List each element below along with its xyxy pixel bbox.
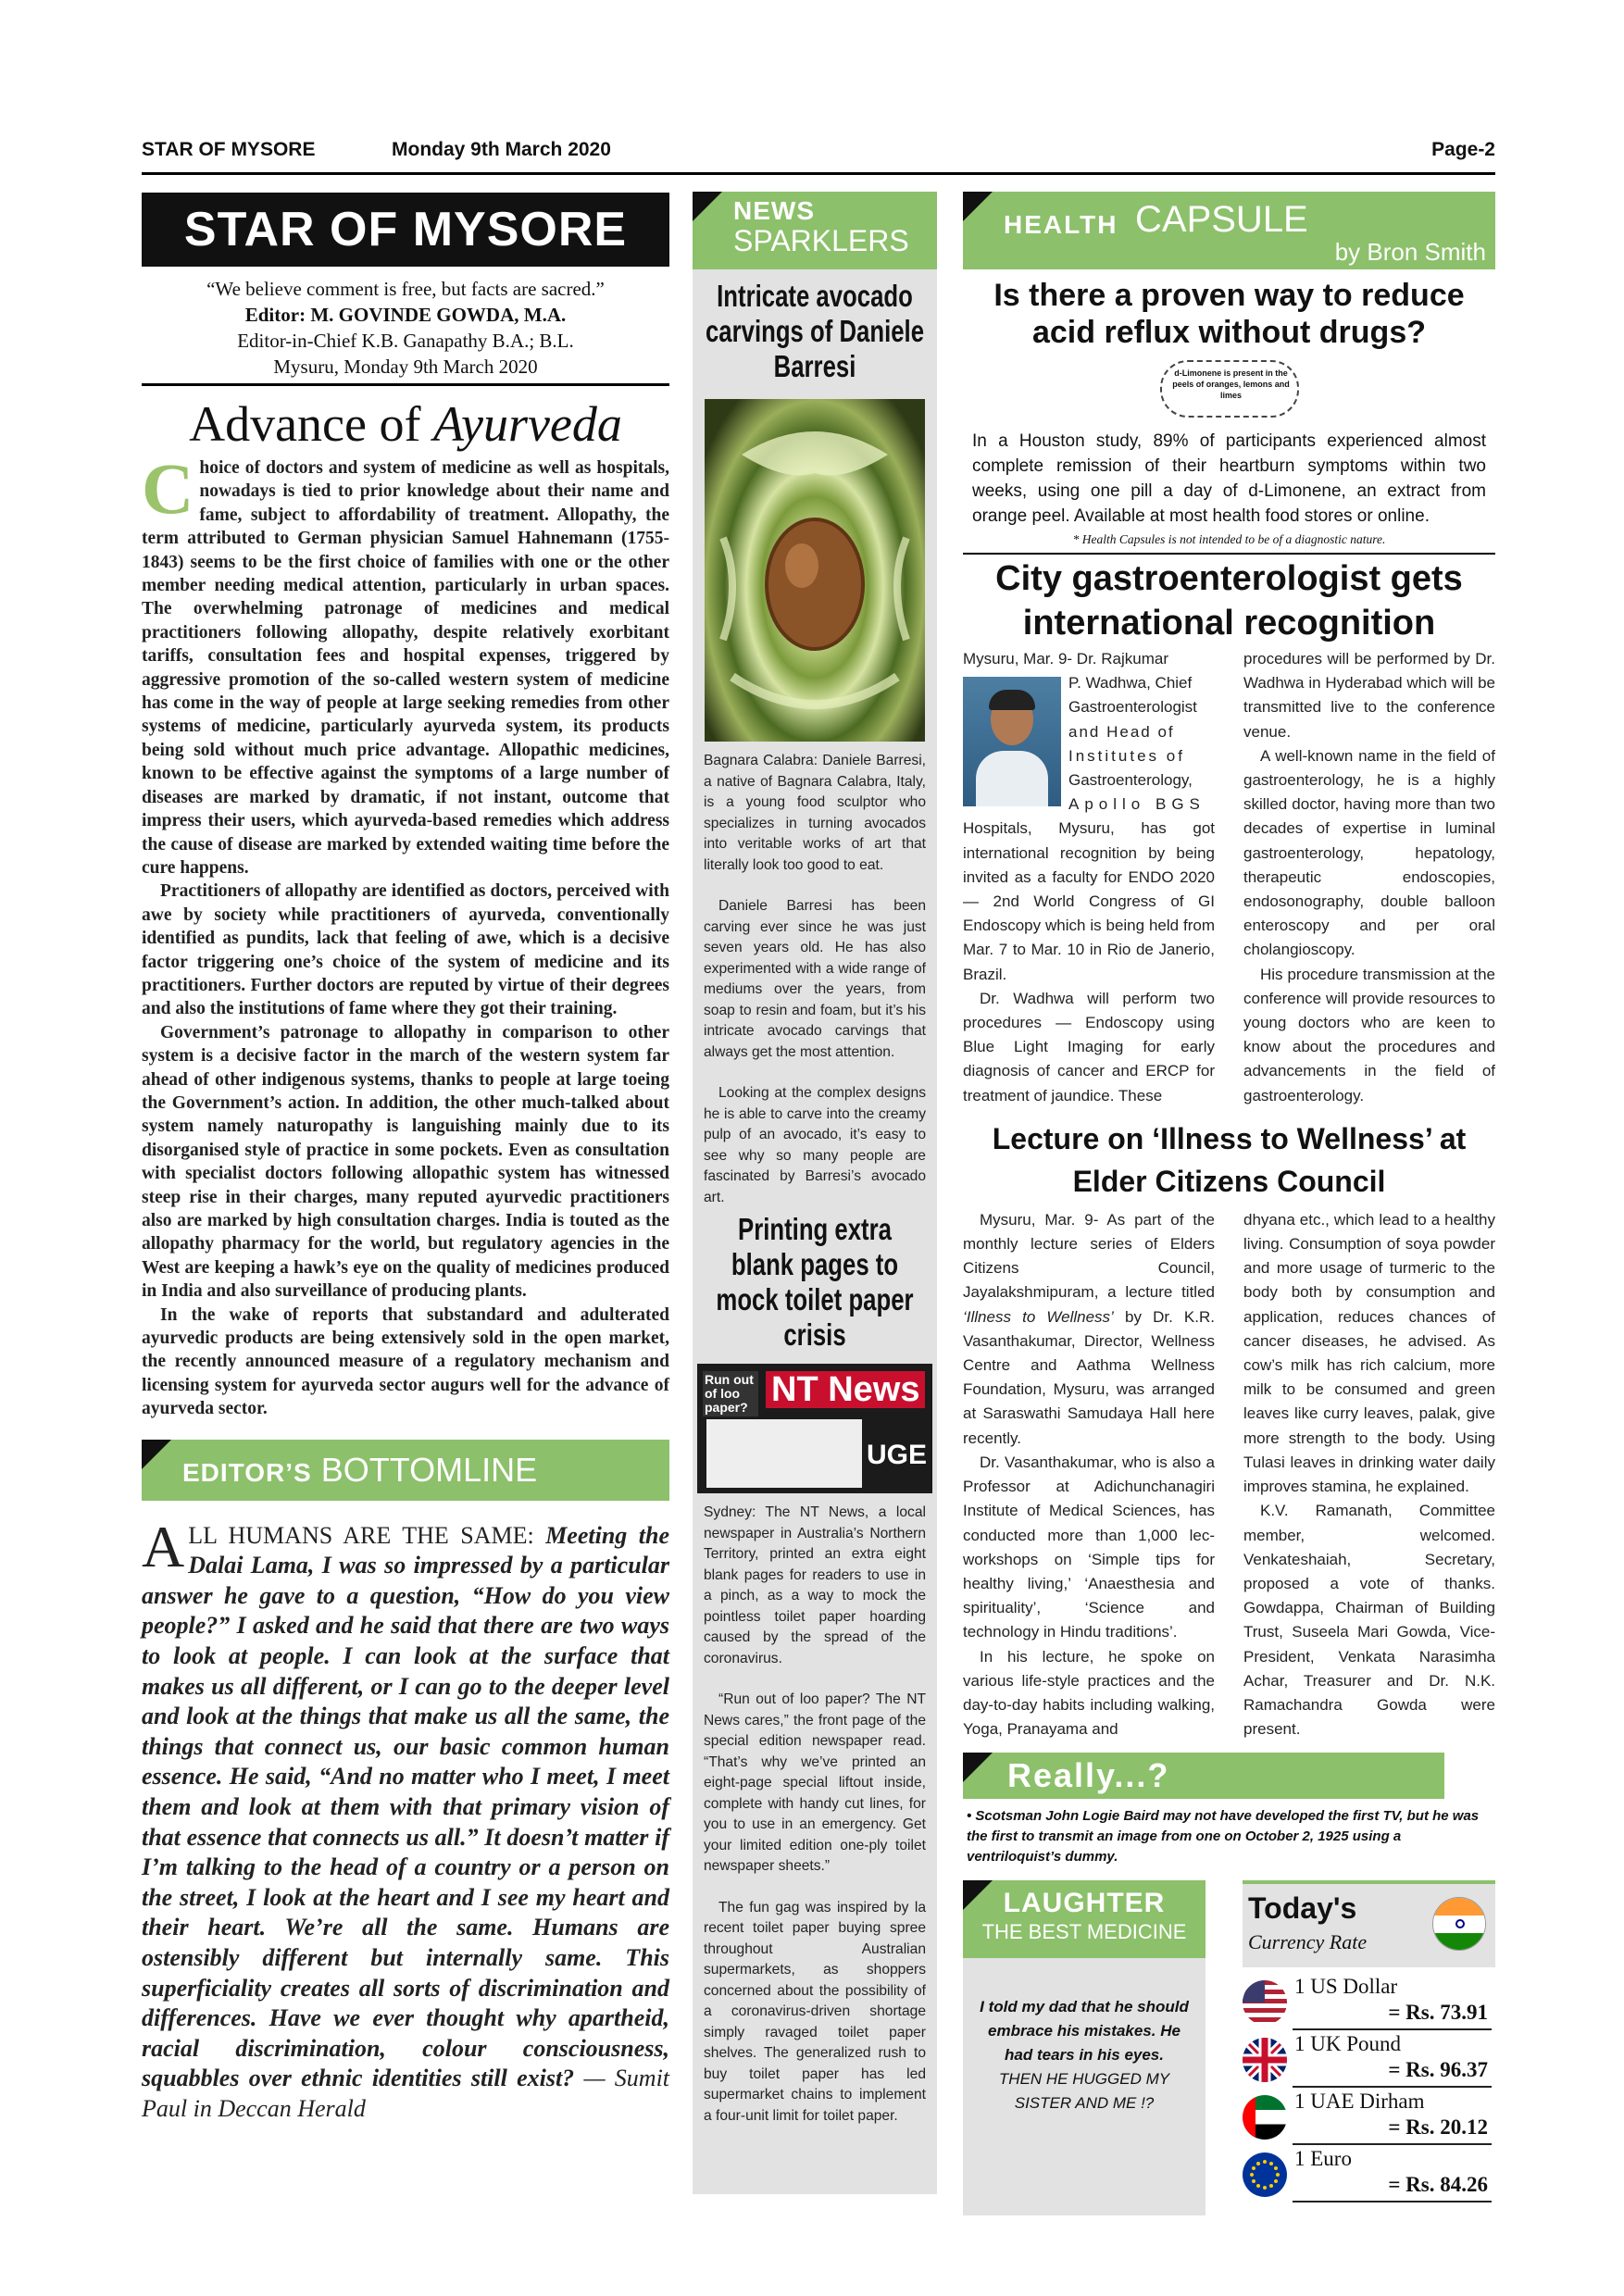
lecture-paragraph: Dr. Vasanthakumar, who is also a Professor at Adichunchanagiri Institute of Medical Sciences, has conducted more than 1,000 lec-workshops on ‘Simple tips for healthy living,’ ‘Anaesthesia and spirituality’, ‘Science and technology in Hindu traditions’. — [963, 1453, 1215, 1641]
health-capsule-banner — [963, 192, 1495, 269]
gastro-intro-block — [963, 671, 1215, 817]
editorial-title-italic: Ayurveda — [432, 396, 622, 452]
gastro-line: and Head of — [1068, 722, 1175, 741]
divider — [963, 553, 1495, 555]
story-paragraph: Sydney: The NT News, a local newspaper in Australia’s Northern Territory, printed an extra eight blank pages for readers to use in a pinch, as a way to mock the pointless toilet paper hoarding caused by the spread of the coronavirus. — [704, 1504, 926, 1666]
header-page-number: Page-2 — [1431, 139, 1495, 160]
lecture-right — [1243, 1208, 1495, 1741]
carving-pattern-icon — [705, 399, 925, 742]
laughter-label-top: LAUGHTER — [1003, 1888, 1166, 1919]
laughter-label-bottom: THE BEST MEDICINE — [981, 1920, 1187, 1944]
gastro-intro — [963, 647, 1215, 671]
story-paragraph: The fun gag was inspired by la recent toilet paper buying spree throughout Australian supermarkets, as shoppers concerned about the possibility of a coronavirus-driven shortage simply ravaged toilet paper shelves. The generalized rush to buy toilet paper has led supermarket chains to implement a four-unit limit for toilet paper. — [704, 1899, 926, 2124]
health-disclaimer: * Health Capsules is not intended to be of a diagnostic nature. — [1072, 532, 1386, 546]
lecture-title: ‘Illness to Wellness’ — [963, 1307, 1114, 1326]
page-header — [142, 139, 1495, 174]
gastro-line: Apollo BGS — [1068, 795, 1206, 814]
story-paragraph: Daniele Barresi has been carving ever since he was just seven years old. He has also experimented with a wide range of mediums over the years, from soap to resin and foam, but it’s his intricate avocado carvings that always get the most attention. — [704, 898, 926, 1060]
currency-row — [1243, 2088, 1495, 2145]
header-rule — [142, 172, 1495, 175]
nt-news-photo — [697, 1364, 932, 1493]
right-column — [963, 192, 1495, 2223]
story-paragraph: Looking at the complex designs he is able to carve into the creamy pulp of an avocado, it’s easy to see why so many people are fascinated by Barresi’s avocado art. — [704, 1085, 926, 1205]
editor-line: Editor: M. GOVINDE GOWDA, M.A. — [244, 304, 567, 326]
story-body — [693, 751, 937, 1208]
motto: “We believe comment is free, but facts are sacred.” — [206, 278, 605, 300]
currency-name: 1 UAE Dirham — [1294, 2090, 1425, 2114]
news-sparklers-label-bottom: SPARKLERS — [733, 224, 909, 257]
bottomline-banner — [142, 1440, 669, 1501]
uk-flag-icon — [1243, 2038, 1287, 2082]
currency-list — [1243, 1967, 1495, 2202]
editorial-paragraph: Practitioners of allopathy are identified as doctors, perceived with awe by society while practitioners of ayurveda, conventionally identified as pundits, lack that feeling of awe, which is a decisive factor triggering one’s choice of the system of medicine and its practitioners. Further doctors are reputed by virtue of their degrees and also the institutions of fame where they got their training. — [142, 881, 669, 1019]
bottomline-text: Meeting the Dalai Lama, I was so impressed by a particular answer he gave to a question, “How do you view people?” I asked and he said that there are two ways to look at people. I can look at the surface that makes us all different, or I can go to the deeper level and look at the things that make us all the same, the things that connect us, our basic common human essence. He said, “And no matter who I meet, I meet them and look at them with that primary vision of that essence that connects us all.” It doesn’t matter if I’m talking to the head of a country or a person on the street, I look at the heart and I see my heart and their heart. We’re all the same. Humans are ostensibly different but internally same. This superficiality creates all sorts of discrimination and differences. Have we ever thought why apartheid, racial discrimination, colour consciousness, squabbles over ethnic identities still exist? — [142, 1521, 669, 2092]
lemon-sketch — [1160, 360, 1299, 418]
health-body: In a Houston study, 89% of participants experienced almost complete remission of their heartburn symptoms within two weeks, using one pill a day of d-Limonene, an extract from orange peel. Available at most health food stores or online. — [972, 431, 1486, 526]
photo-caption-a: Run out of loo paper? — [703, 1371, 758, 1416]
avocado-photo — [705, 399, 925, 742]
joke-punchline: THEN HE HUGGED MY SISTER AND ME !? — [998, 2070, 1170, 2113]
lecture-text: by Dr. K.R. Vasanthakumar, Director, Wellness Centre and Aathma Wellness Foundation, Mysuru, was arranged at Saraswathi Samudaya Hall here recently. — [963, 1307, 1215, 1447]
lecture-article — [963, 1208, 1495, 1741]
editorial-paragraph: In the wake of reports that substandard and adulterated ayurvedic products are being extensively sold in the open market, the recently announced measure of a regulatory mechanism and licensing system for ayurveda sector augurs well for the advance of ayurveda sector. — [142, 1304, 669, 1419]
gastro-paragraph: A well-known name in the field of gastroenterology, he is a highly skilled doctor, having more than two decades of expertise in luminal gastroenterology, hepatology, therapeutic endoscopies, endosonography, double balloon enteroscopy and per oral cholangioscopy. — [1243, 746, 1495, 959]
lecture-paragraph: In his lecture, he spoke on various life-style practices and the day-to-day habits including walking, Yoga, Pranayama and — [963, 1647, 1215, 1739]
currency-header — [1243, 1880, 1495, 1967]
header-paper-name: STAR OF MYSORE — [142, 139, 316, 160]
currency-value: = Rs. 20.12 — [1388, 2115, 1488, 2140]
bottomline-label-bold: EDITOR’S — [182, 1457, 312, 1487]
editor-in-chief-line: Editor-in-Chief K.B. Ganapathy B.A.; B.L. — [237, 330, 574, 352]
bottomline-lead: LL HUMANS ARE THE SAME: — [188, 1521, 534, 1549]
bottomline-credit: — Sumit Paul in Deccan Herald — [142, 2065, 670, 2122]
masthead: STAR OF MYSORE — [142, 193, 669, 267]
gastro-right — [1243, 647, 1495, 1108]
really-label: Really...? — [1007, 1756, 1170, 1795]
lecture-text: Mysuru, Mar. 9- As part of the monthly lecture series of Elders Citizens Council, Jayalakshmipuram, a lecture titled — [963, 1210, 1215, 1302]
joke-line: I told my dad that he should embrace his mistakes. He had tears in his eyes. — [980, 1998, 1189, 2065]
laughter-banner — [963, 1880, 1206, 1958]
currency-row — [1243, 2030, 1495, 2088]
currency-name: 1 Euro — [1294, 2147, 1352, 2171]
header-date: Monday 9th March 2020 — [392, 139, 611, 160]
photo-caption-c: UGE — [866, 1440, 927, 1470]
corner-mark — [963, 1880, 993, 1910]
health-capsule-byline: by Bron Smith — [1334, 238, 1486, 266]
news-sparklers-label-top: NEWS — [733, 196, 815, 225]
corner-mark — [963, 1753, 993, 1782]
currency-box — [1243, 1880, 1495, 2202]
photo-hair — [989, 690, 1035, 710]
corner-mark — [142, 1440, 171, 1469]
dateline: Mysuru, Monday 9th March 2020 — [273, 356, 538, 378]
editorial-paragraph: hoice of doctors and system of medicine as well as hospitals, nowadays is tied to prior knowledge about their name and fame, subject to affordability of treatment. Allopathy, the term attributed to German physician Samuel Hahnemann (1755-1843) seems to be the first choice of families with one or the other member needing medical attention, particularly in urban spaces. The overwhelming patronage of medicines and medical practitioners following allopathy, despite relatively exorbitant tariffs, consultation fees and hospital expenses, triggered by aggressive promotion of the so-called western system of medicine has come in the way of people at large seeking remedies from other systems of medicine, particularly ayurveda system, its products being sold without much price advantage. Allopathic medicines, known to be effective against the symptoms of a large number of diseases are marked by dramatic, if not instant, outcome that impress their users, which ayurveda-based remedies which address the cause of disease are marked by extended waiting time before the cure happens. — [142, 458, 669, 878]
uae-flag-icon — [1243, 2095, 1287, 2140]
gastro-line: Institutes of — [1068, 746, 1185, 765]
gastro-headline: City gastroenterologist gets international recognition — [995, 559, 1463, 643]
gastro-line: Mysuru, Mar. 9- Dr. Rajkumar — [963, 650, 1168, 668]
lecture-paragraph: dhyana etc., which lead to a healthy living. Consumption of soya powder and more usage of turmeric to the body both by consumption and application, reduces chances of cancer diseases, he advised. As cow’s milk has rich calcium, more milk to be consumed and green leaves like curry leaves, palak, give more strength to the body. Using Tulasi leaves in drinking water daily improves stamina, he explained. — [1243, 1210, 1495, 1496]
news-sparklers-banner — [693, 192, 937, 269]
currency-title: Today's — [1248, 1891, 1357, 1926]
drop-cap: A — [142, 1513, 185, 1579]
us-flag-icon — [1243, 1980, 1287, 2025]
lecture-left — [963, 1208, 1215, 1741]
health-capsule-label-bold: HEALTH — [1004, 210, 1118, 239]
story-body — [693, 1503, 937, 2127]
sketch-caption: d-Limonene is present in the peels of oranges, lemons and limes — [1172, 368, 1290, 400]
news-sparklers-column — [693, 192, 937, 2194]
eu-flag-icon — [1243, 2152, 1287, 2197]
newsprint-page — [706, 1419, 862, 1488]
editorial-column — [142, 193, 669, 2125]
currency-name: 1 US Dollar — [1294, 1975, 1398, 1999]
corner-mark — [963, 192, 993, 221]
gastro-paragraph: procedures will be performed by Dr. Wadhwa in Hyderabad which will be transmitted live to the conference venue. — [1243, 650, 1495, 741]
really-banner — [963, 1753, 1444, 1799]
editorial-info — [142, 276, 669, 380]
doctor-photo — [963, 677, 1061, 806]
currency-name: 1 UK Pound — [1294, 2032, 1402, 2056]
story-paragraph: “Run out of loo paper? The NT News cares,” the front page of the special edition newspaper read. “That’s why we’ve printed an eight-page special liftout inside, complete with handy cut lines, for you to use in an emergency. Get your limited edition one-ply toilet newspaper sheets.” — [704, 1691, 926, 1874]
story-paragraph: Bagnara Calabra: Daniele Barresi, a native of Bagnara Calabra, Italy, is a young food sculptor who specializes in turning avocados into veritable works of art that literally look too good to eat. — [704, 753, 926, 873]
photo-caption-b: NT News — [766, 1371, 925, 1408]
gastro-article — [963, 647, 1495, 1108]
laughter-joke — [963, 1958, 1206, 2115]
currency-row — [1243, 2145, 1495, 2202]
divider — [1293, 2201, 1492, 2202]
bottom-boxes — [963, 1880, 1495, 2223]
divider — [142, 383, 669, 386]
currency-value: = Rs. 96.37 — [1388, 2058, 1488, 2082]
laughter-box — [963, 1880, 1206, 2215]
really-fact: • Scotsman John Logie Baird may not have developed the first TV, but he was the first to transmit an image from one on October 2, 1925 using a ventriloquist’s dummy. — [967, 1808, 1480, 1866]
editorial-title-plain: Advance of — [189, 396, 421, 452]
story-headline: Printing extra blank pages to mock toilet paper crisis — [716, 1212, 914, 1352]
india-flag-icon — [1432, 1897, 1486, 1951]
bottomline-label-light: BOTTOMLINE — [320, 1450, 538, 1489]
bottomline-body — [142, 1513, 670, 2125]
gastro-paragraph: Hospitals, Mysuru, has got international recognition by being invited as a faculty for ENDO 2020 — 2nd World Congress of GI Endoscopy which is being held from Mar. 7 to Mar. 10 in Rio de Janerio, Brazil. — [963, 819, 1215, 983]
currency-value: = Rs. 84.26 — [1388, 2173, 1488, 2197]
lecture-headline: Lecture on ‘Illness to Wellness’ at Elder Citizens Council — [992, 1121, 1467, 1198]
health-question: Is there a proven way to reduce acid reflux without drugs? — [993, 278, 1465, 350]
gastro-line: Gastroenterologist — [1068, 698, 1197, 717]
health-capsule-label-light: CAPSULE — [1135, 199, 1308, 240]
corner-mark — [693, 192, 722, 221]
gastro-paragraph: His procedure transmission at the conference will provide resources to young doctors who are keen to know about the procedures and advancements in the field of gastroenterology. — [1243, 965, 1495, 1104]
editorial-paragraph: Government’s patronage to allopathy in comparison to other system is a decisive factor in the march of the western system far ahead of other indigenous systems, thanks to people at large toeing the Government’s action. In addition, the other much-talked about system namely naturopathy is languishing mainly due to its disorganised style of practice in some pockets. Even as consultation with specialist doctors following allopathic system has witnessed steep rise in their charges, many reputed ayurvedic practitioners also are marked by high consultation charges. India is touted as the allopathy pharmacy for the world, but regulatory agencies in the West are keeping a hawk’s eye on the quality of medicines produced in India and also surveillance of producing plants. — [142, 1022, 669, 1302]
lecture-paragraph: K.V. Ramanath, Committee member, welcomed. Venkateshaiah, Secretary, proposed a vote of thanks. Gowdappa, Chairman of Building Trust, Suseela Mari Gowda, Vice-President, Venkata Narasimha Achar, Treasurer and Dr. N.K. Ramachandra Gowda were present. — [1243, 1502, 1495, 1739]
currency-value: = Rs. 73.91 — [1388, 2001, 1488, 2025]
gastro-line: P. Wadhwa, Chief — [1068, 674, 1193, 693]
currency-row — [1243, 1973, 1495, 2030]
gastro-intro-text — [1068, 671, 1206, 817]
gastro-left — [963, 647, 1215, 1108]
story-headline: Intricate avocado carvings of Daniele Barresi — [705, 279, 925, 383]
gastro-paragraph: Dr. Wadhwa will perform two procedures — Endoscopy using Blue Light Imaging for early diagnosis of cancer and ERCP for treatment of jaundice. These — [963, 989, 1215, 1104]
editorial-body — [142, 448, 669, 1421]
gastro-line: Gastroenterology, — [1068, 771, 1193, 790]
currency-subtitle: Currency Rate — [1248, 1930, 1368, 1954]
photo-shirt — [976, 751, 1048, 806]
editorial-title — [142, 392, 669, 456]
drop-cap: C — [142, 448, 194, 529]
